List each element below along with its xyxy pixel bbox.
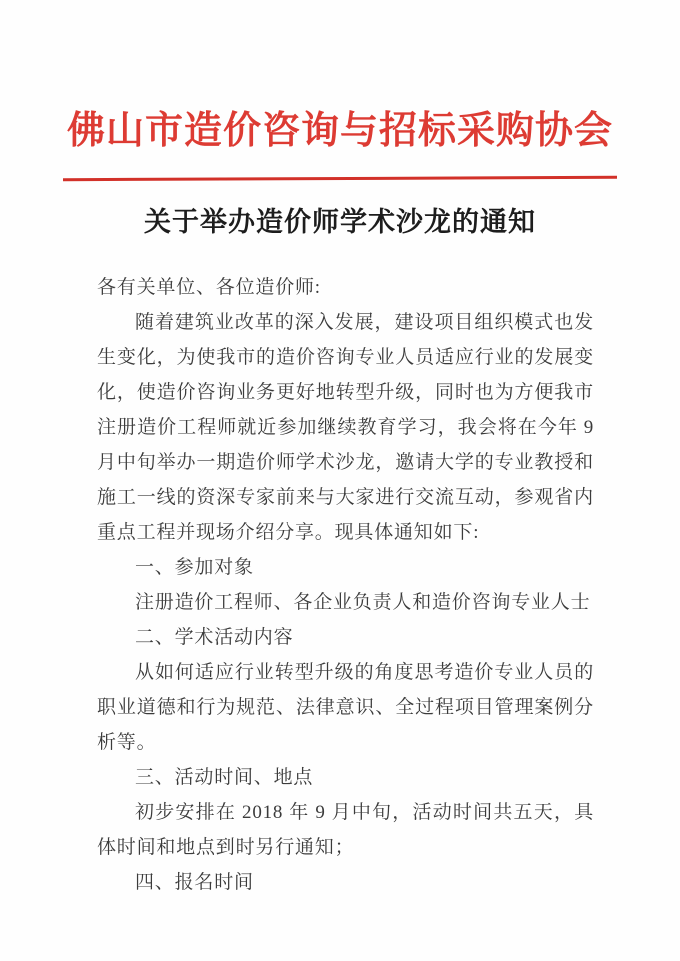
salutation: 各有关单位、各位造价师: bbox=[97, 277, 321, 298]
section-2-content: 从如何适应行业转型升级的角度思考造价专业人员的职业道德和行为规范、法律意识、全过程项目管理案例分析等。 bbox=[97, 662, 594, 753]
section-1-content: 注册造价工程师、各企业负责人和造价咨询专业人士 bbox=[135, 592, 591, 613]
intro-paragraph: 随着建筑业改革的深入发展，建设项目组织模式也发生变化，为使我市的造价咨询专业人员适应行业的发展变化，使造价咨询业务更好地转型升级，同时也为方便我市注册造价工程师就近参加继续教育学习，我会将在今年 9 月中旬举办一期造价师学术沙龙，邀请大学的专业教授和施工一线的资深专家前来与大家进行交流互动，参观省内重点工程并现场介绍分享。现具体通知如下: bbox=[97, 312, 594, 543]
section-4-heading: 四、报名时间 bbox=[135, 872, 254, 893]
notice-body bbox=[0, 270, 680, 900]
letterhead-divider bbox=[63, 176, 617, 181]
section-1-heading: 一、参加对象 bbox=[135, 557, 254, 578]
notice-title: 关于举办造价师学术沙龙的通知 bbox=[144, 207, 536, 237]
section-2-heading: 二、学术活动内容 bbox=[135, 627, 294, 648]
section-3-content: 初步安排在 2018 年 9 月中旬，活动时间共五天，具体时间和地点到时另行通知； bbox=[97, 802, 594, 858]
section-3-heading: 三、活动时间、地点 bbox=[135, 767, 314, 788]
letterhead bbox=[0, 0, 680, 180]
org-title: 佛山市造价咨询与招标采购协会 bbox=[66, 110, 613, 152]
